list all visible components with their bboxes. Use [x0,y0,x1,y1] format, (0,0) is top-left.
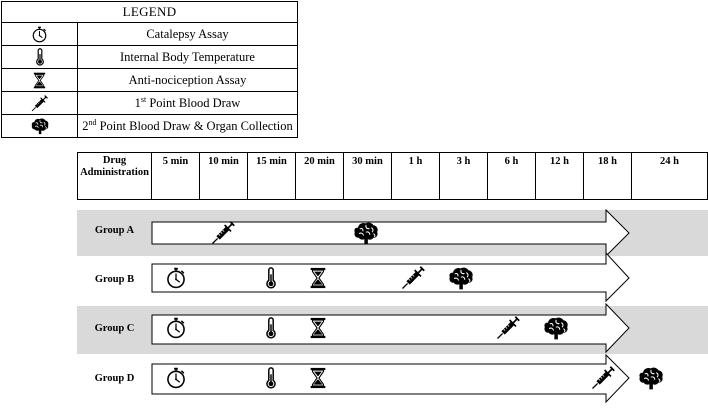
legend-icon-cell [2,69,78,92]
drug-administration-header [78,153,152,200]
group-c-row [77,306,708,354]
drug-administration-line2: Administration [80,167,149,178]
legend-label-first-blood-draw [78,92,298,115]
time-header-30min: 30 min [344,153,392,200]
time-header-10min: 10 min [200,153,248,200]
legend-label-first-blood-draw-number: 1 [134,96,141,111]
legend-table [1,1,298,138]
brain-icon [29,116,51,136]
syringe-icon [211,221,235,245]
legend-row-catalepsy [2,23,298,46]
legend-label-antinociception: Anti-nociception Assay [78,69,298,92]
legend-row-second-blood-draw [2,115,298,138]
brain-icon [637,364,665,392]
legend-row-first-blood-draw [2,92,298,115]
hourglass-icon [31,72,48,89]
time-header-3h: 3 h [440,153,488,200]
drug-administration-line1: Drug [102,155,127,166]
thermometer-icon [260,267,282,289]
legend-label-temperature: Internal Body Temperature [78,46,298,69]
thermometer-icon [31,48,49,66]
time-header-18h: 18 h [584,153,632,200]
group-d-label: Group D [94,373,135,384]
brain-icon [352,219,380,247]
group-b-label: Group B [94,274,135,285]
legend-title: LEGEND [2,2,298,23]
stopwatch-icon [165,267,187,289]
time-header-6h: 6 h [488,153,536,200]
group-a-row [77,210,708,256]
legend-header-row [2,2,298,23]
time-header-20min: 20 min [296,153,344,200]
hourglass-icon [307,317,329,339]
legend-row-temperature [2,46,298,69]
time-header-1h: 1 h [392,153,440,200]
brain-icon [542,314,570,342]
time-header-24h: 24 h [632,153,708,200]
syringe-icon [401,266,425,290]
hourglass-icon [307,267,329,289]
time-header-12h: 12 h [536,153,584,200]
timeline-header [77,152,708,200]
group-d-row [77,359,708,405]
legend-label-first-blood-draw-text: Point Blood Draw [146,96,241,111]
stopwatch-icon [165,317,187,339]
legend-icon-cell [2,92,78,115]
legend-icon-cell [2,115,78,138]
syringe-icon [31,95,48,112]
stopwatch-icon [31,26,48,43]
syringe-icon [591,366,615,390]
legend-label-second-blood-draw-text: Point Blood Draw & Organ Collection [96,119,293,134]
group-b-arrow [152,261,630,301]
legend-label-second-blood-draw-number: 2 [82,119,89,134]
legend-label-second-blood-draw [78,115,298,138]
group-a-label: Group A [94,225,135,236]
legend-label-first-blood-draw-suffix: st [140,94,147,104]
brain-icon [447,264,475,292]
hourglass-icon [307,367,329,389]
legend-label-second-blood-draw-suffix: nd [88,117,97,127]
thermometer-icon [260,367,282,389]
group-b-row [77,261,708,301]
legend-label-catalepsy: Catalepsy Assay [78,23,298,46]
group-c-label: Group C [94,323,135,334]
legend-icon-cell [2,23,78,46]
thermometer-icon [260,317,282,339]
timeline-header-row [78,153,708,200]
time-header-15min: 15 min [248,153,296,200]
legend-icon-cell [2,46,78,69]
time-header-5min: 5 min [152,153,200,200]
legend-row-antinociception [2,69,298,92]
stopwatch-icon [165,367,187,389]
group-d-arrow [152,359,630,405]
syringe-icon [496,316,520,340]
